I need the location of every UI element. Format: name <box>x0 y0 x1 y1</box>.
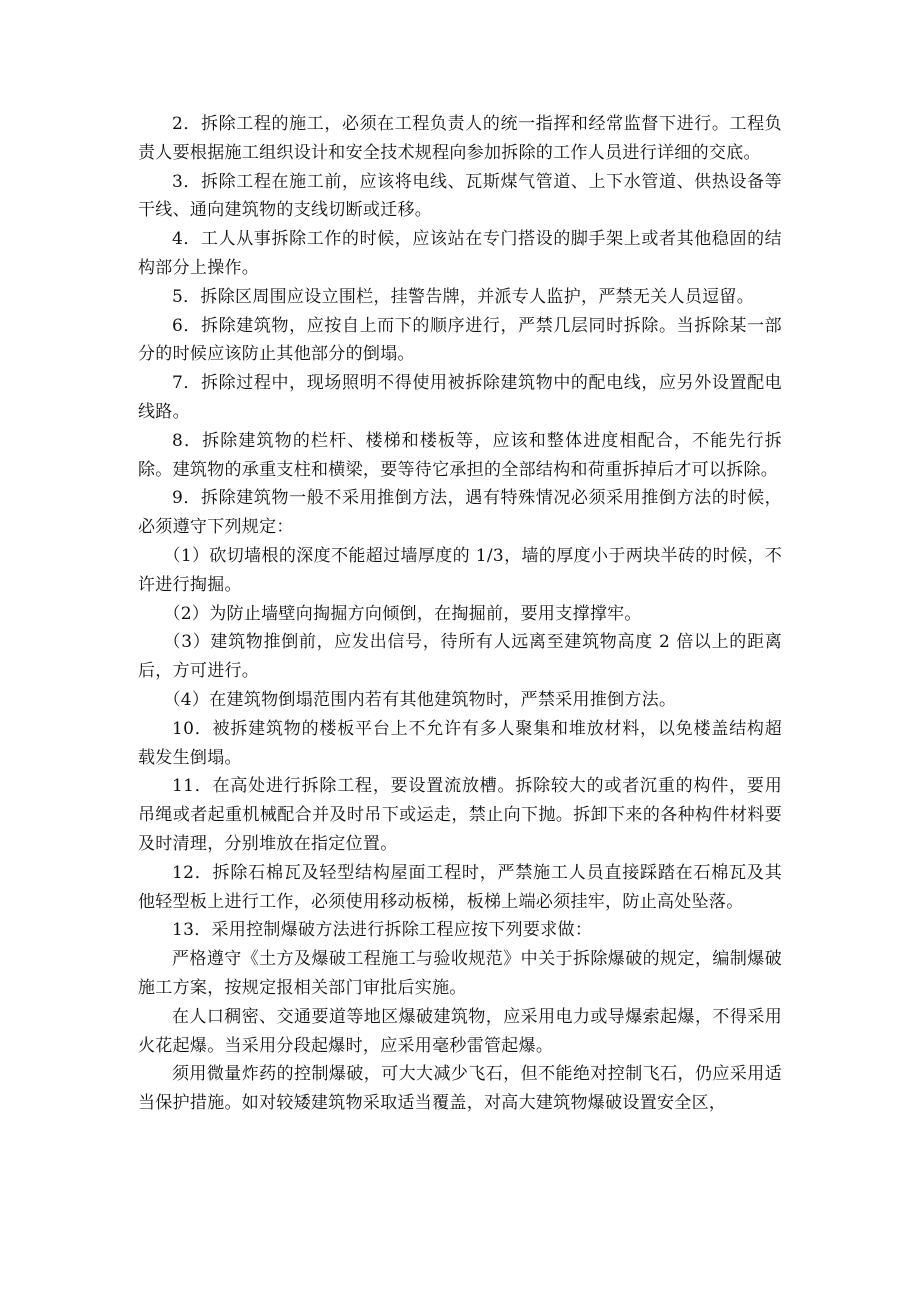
paragraph-item-5: 5．拆除区周围应设立围栏，挂警告牌，并派专人监护，严禁无关人员逗留。 <box>172 286 755 307</box>
sub-item-4: （4）在建筑物倒塌范围内若有其他建筑物时，严禁采用推倒方法。 <box>163 689 677 710</box>
paragraph-item-10: 10．被拆建筑物的楼板平台上不允许有多人聚集和堆放材料，以免楼盖结构超载发生倒塌。 <box>138 718 782 768</box>
sub-item-3: （3）建筑物推倒前，应发出信号，待所有人远离至建筑物高度 2 倍以上的距离后，方可进行。 <box>138 632 782 682</box>
paragraph-blasting-standard: 严格遵守《土方及爆破工程施工与验收规范》中关于拆除爆破的规定，编制爆破施工方案，按规定报相关部门审批后实施。 <box>138 949 782 998</box>
paragraph-blasting-protection: 须用微量炸药的控制爆破，可大大减少飞石，但不能绝对控制飞石，仍应采用适当保护措施。如对较矮建筑物采取适当覆盖，对高大建筑物爆破设置安全区， <box>138 1064 782 1114</box>
paragraph-item-2: 2．拆除工程的施工，必须在工程负责人的统一指挥和经常监督下进行。工程负责人要根据施工组织设计和安全技术规程向参加拆除的工作人员进行详细的交底。 <box>138 114 782 163</box>
sub-item-2: （2）为防止墙壁向掏掘方向倾倒，在掏掘前，要用支撑撑牢。 <box>163 603 642 624</box>
paragraph-item-9: 9．拆除建筑物一般不采用推倒方法，遇有特殊情况必须采用推倒方法的时候，必须遵守下列规定： <box>138 488 782 538</box>
paragraph-item-7: 7．拆除过程中，现场照明不得使用被拆除建筑物中的配电线，应另外设置配电线路。 <box>138 373 782 422</box>
paragraph-blasting-urban: 在人口稠密、交通要道等地区爆破建筑物，应采用电力或导爆索起爆，不得采用火花起爆。当采用分段起爆时，应采用毫秒雷管起爆。 <box>138 1006 782 1056</box>
paragraph-item-11: 11．在高处进行拆除工程，要设置流放槽。拆除较大的或者沉重的构件，要用吊绳或者起重机械配合并及时吊下或运走，禁止向下抛。拆卸下来的各种构件材料要及时清理，分别堆放在指定位置。 <box>138 776 782 854</box>
paragraph-item-12: 12．拆除石棉瓦及轻型结构屋面工程时，严禁施工人员直接踩踏在石棉瓦及其他轻型板上进行工作，必须使用移动板梯，板梯上端必须挂牢，防止高处坠落。 <box>138 862 782 912</box>
paragraph-item-8: 8．拆除建筑物的栏杆、楼梯和楼板等，应该和整体进度相配合，不能先行拆除。建筑物的承重支柱和横梁，要等待它承担的全部结构和荷重拆掉后才可以拆除。 <box>138 430 782 480</box>
paragraph-item-13: 13．采用控制爆破方法进行拆除工程应按下列要求做： <box>172 920 593 941</box>
paragraph-item-4: 4．工人从事拆除工作的时候，应该站在专门搭设的脚手架上或者其他稳固的结构部分上操作。 <box>138 229 782 278</box>
document-body <box>138 110 782 1118</box>
paragraph-item-3: 3．拆除工程在施工前，应该将电线、瓦斯煤气管道、上下水管道、供热设备等干线、通向建筑物的支线切断或迁移。 <box>138 171 782 221</box>
sub-item-1: （1）砍切墙根的深度不能超过墙厚度的 1/3，墙的厚度小于两块半砖的时候，不许进行掏掘。 <box>138 545 782 595</box>
paragraph-item-6: 6．拆除建筑物，应按自上而下的顺序进行，严禁几层同时拆除。当拆除某一部分的时候应该防止其他部分的倒塌。 <box>138 315 782 365</box>
